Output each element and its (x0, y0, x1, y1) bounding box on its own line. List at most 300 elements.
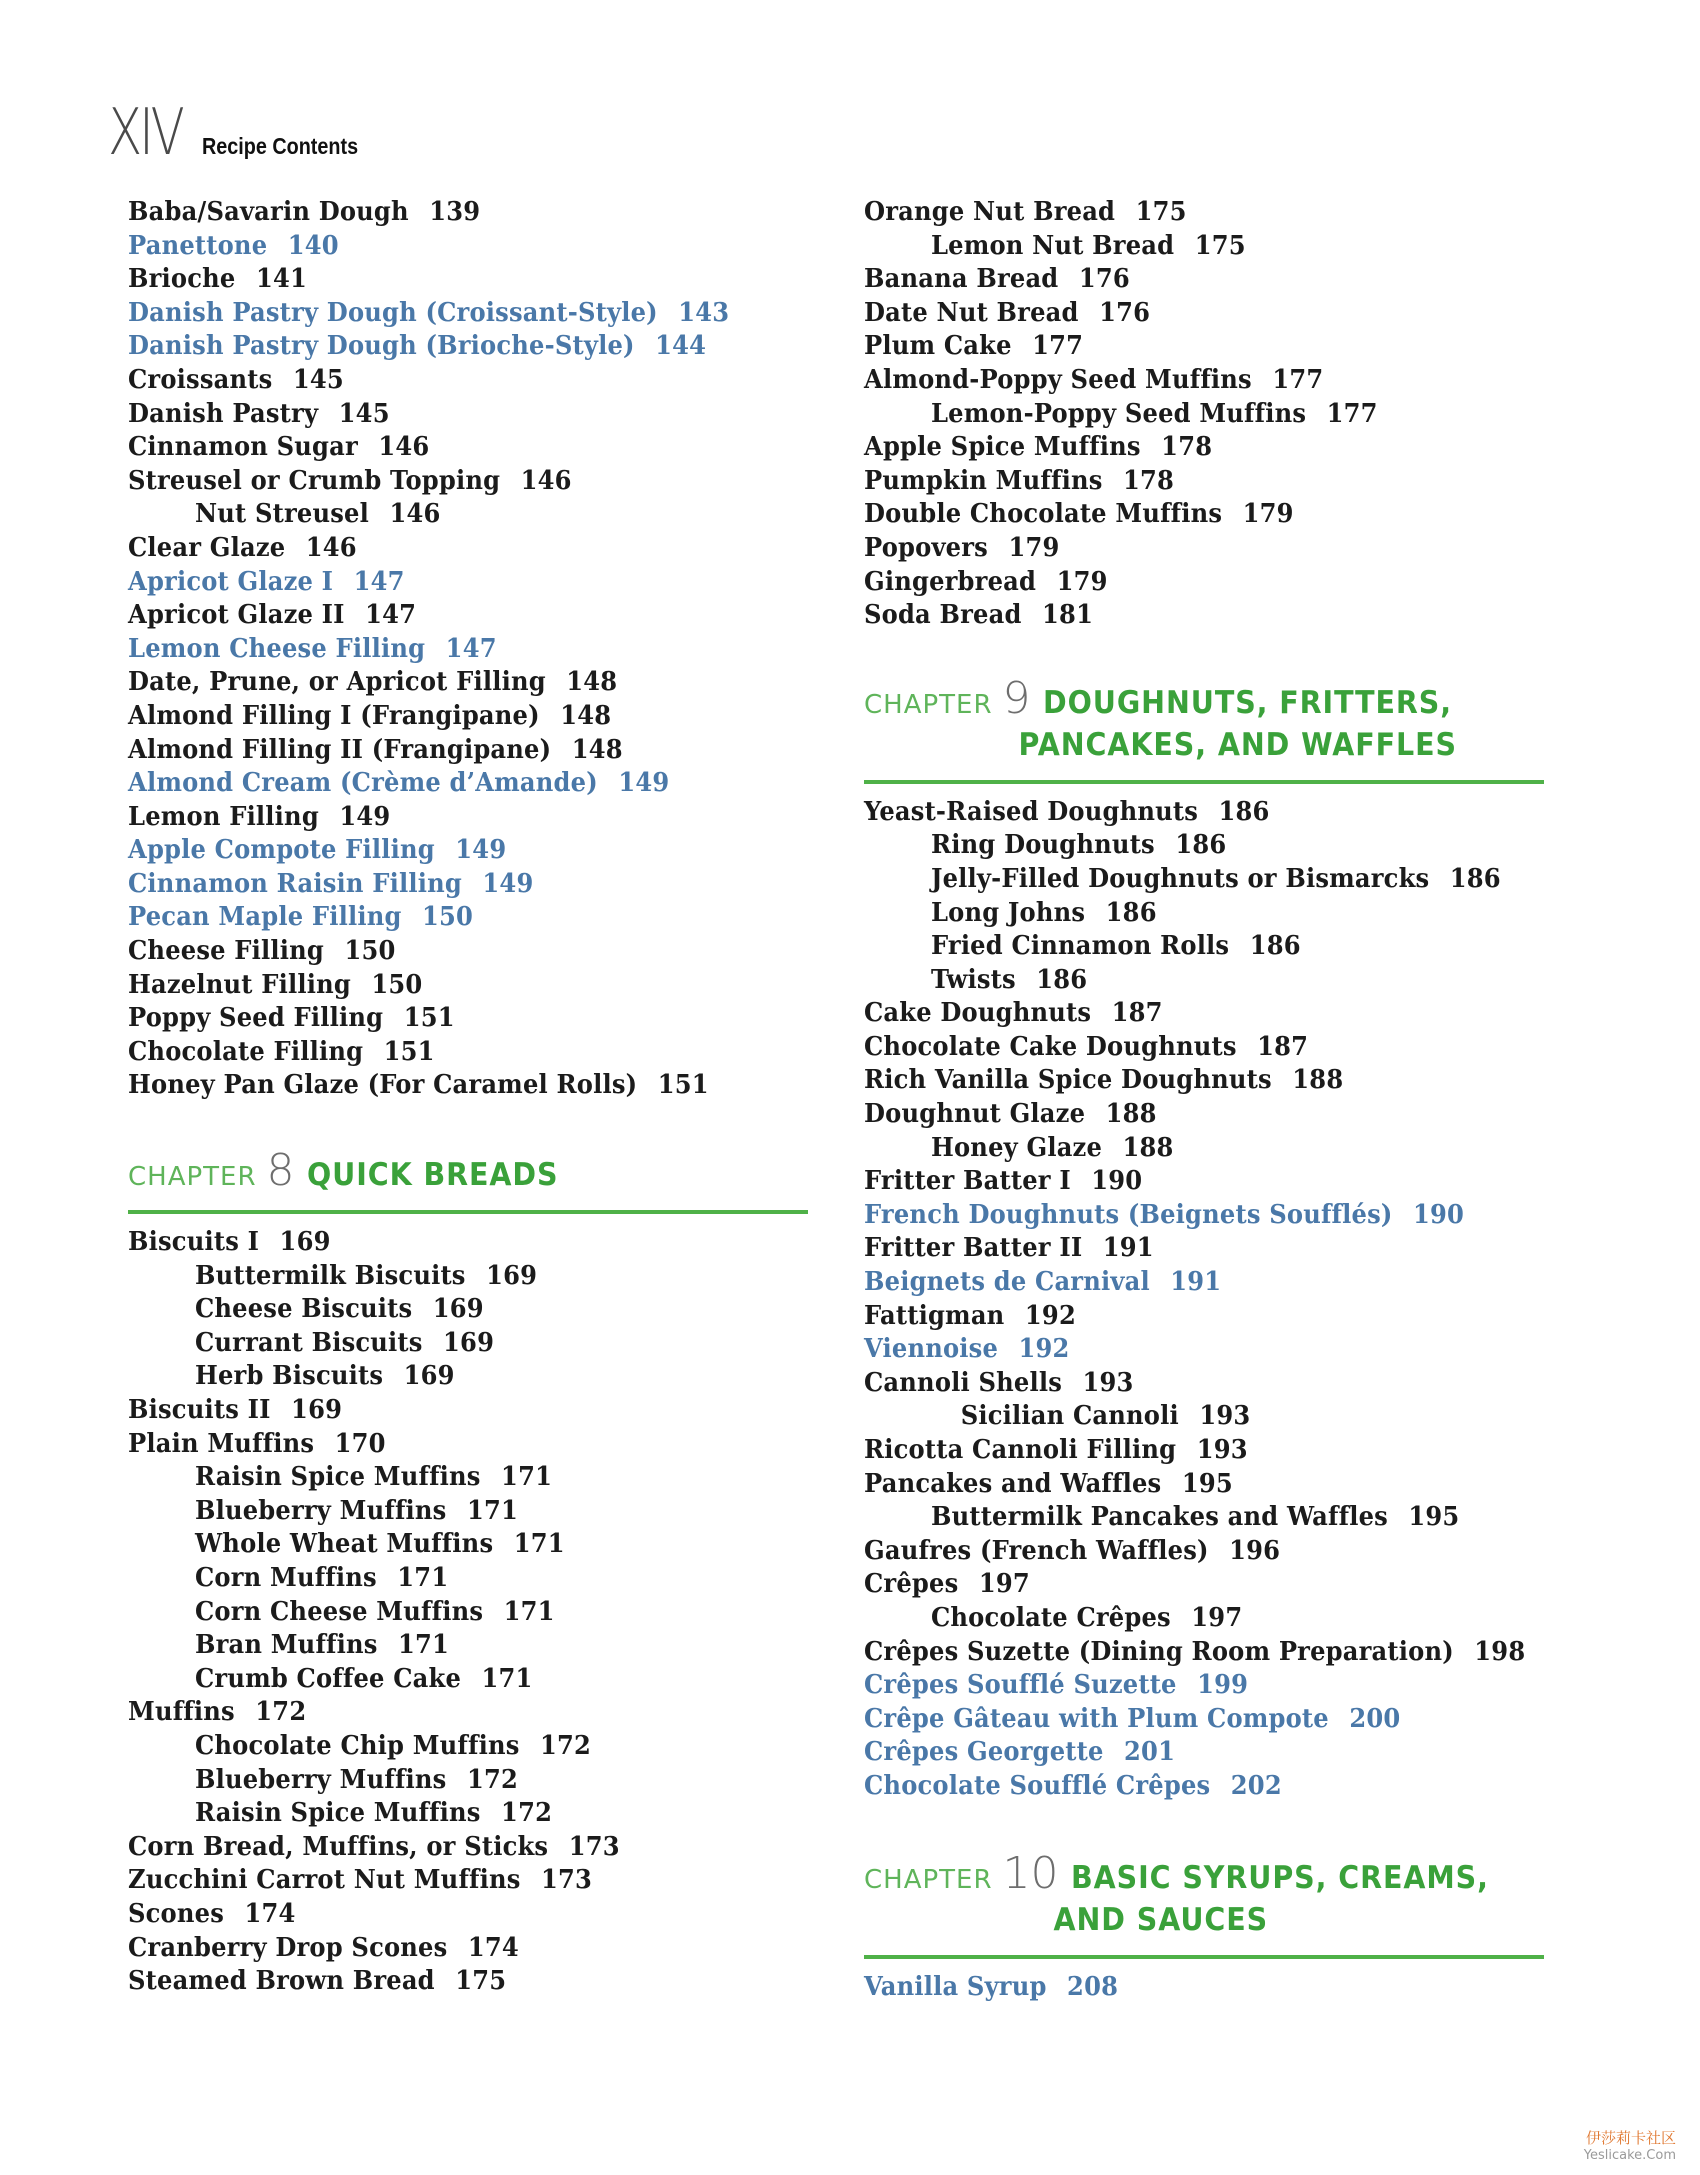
entry-page: 171 (466, 1495, 518, 1526)
entry-title: Lemon-Poppy Seed Muffins (930, 398, 1307, 429)
toc-entry (128, 1797, 760, 1831)
toc-entry (864, 1535, 1496, 1569)
entry-title: Raisin Spice Muffins (194, 1462, 481, 1493)
entry-title: Fritter Batter II (864, 1233, 1083, 1264)
toc-entry (864, 398, 1496, 432)
entry-page: 202 (1230, 1770, 1282, 1801)
toc-entry (128, 734, 760, 768)
entry-page: 174 (467, 1932, 519, 1963)
entry-page: 192 (1018, 1334, 1070, 1365)
entry-title: Almond Cream (Crème d’Amande) (128, 768, 598, 799)
toc-entry (864, 964, 1496, 998)
entry-page: 186 (1249, 931, 1301, 962)
entry-title: Fattigman (864, 1300, 1005, 1331)
entry-page: 173 (568, 1831, 620, 1862)
chapter-number: 9 (1002, 672, 1031, 724)
entry-title: Chocolate Chip Muffins (194, 1730, 520, 1761)
chapter-number: 10 (1002, 1847, 1059, 1899)
entry-title: Streusel or Crumb Topping (128, 465, 501, 496)
entry-title: Cinnamon Sugar (128, 432, 358, 463)
chapter-label: CHAPTER (864, 1864, 993, 1895)
toc-entry (128, 1932, 760, 1966)
entry-page: 198 (1474, 1636, 1526, 1667)
page-number: XIV (108, 96, 182, 170)
entry-title: Gingerbread (864, 566, 1037, 597)
chapter-label: CHAPTER (864, 689, 993, 720)
toc-entry (128, 969, 760, 1003)
entry-page: 147 (365, 600, 417, 631)
entry-page: 187 (1111, 998, 1163, 1029)
entry-page: 200 (1349, 1703, 1401, 1734)
left-column (128, 196, 808, 1999)
entry-page: 176 (1078, 264, 1130, 295)
toc-entry (864, 796, 1496, 830)
entry-title: Honey Glaze (930, 1132, 1103, 1163)
entry-title: Blueberry Muffins (194, 1495, 447, 1526)
toc-entry (128, 1461, 760, 1495)
toc-entry (128, 498, 760, 532)
toc-entry (864, 1736, 1496, 1770)
toc-entry (128, 1696, 760, 1730)
watermark-line-1: 伊莎莉卡社区 (1585, 2129, 1676, 2147)
entry-title: Danish Pastry Dough (Croissant-Style) (128, 297, 658, 328)
entry-title: Steamed Brown Bread (128, 1966, 435, 1997)
entry-title: Bran Muffins (194, 1630, 378, 1661)
entry-page: 172 (255, 1697, 307, 1728)
toc-entry (128, 196, 760, 230)
entry-title: Almond Filling II (Frangipane) (128, 734, 552, 765)
entry-page: 150 (344, 936, 396, 967)
entry-page: 195 (1408, 1502, 1460, 1533)
toc-entry (128, 364, 760, 398)
entry-page: 191 (1170, 1267, 1222, 1298)
entry-title: Crumb Coffee Cake (194, 1663, 462, 1694)
toc-entry (864, 431, 1496, 465)
entry-title: Baba/Savarin Dough (128, 197, 409, 227)
toc-entry (128, 431, 760, 465)
entry-page: 192 (1024, 1300, 1076, 1331)
entry-page: 188 (1122, 1132, 1174, 1163)
entry-page: 139 (429, 197, 481, 227)
toc-entry (128, 868, 760, 902)
toc-entry (864, 297, 1496, 331)
entry-page: 147 (445, 633, 497, 664)
entry-title: Fried Cinnamon Rolls (930, 931, 1230, 962)
entry-title: Corn Cheese Muffins (194, 1596, 484, 1627)
chapter-title-line-1: BASIC SYRUPS, CREAMS, (1070, 1859, 1489, 1896)
entry-page: 197 (1191, 1602, 1243, 1633)
chapter-number: 8 (266, 1145, 295, 1197)
entry-page: 191 (1102, 1233, 1154, 1264)
entry-title: Buttermilk Biscuits (194, 1260, 466, 1291)
entry-page: 169 (486, 1260, 538, 1291)
entry-title: Poppy Seed Filling (128, 1003, 384, 1034)
entry-title: Cannoli Shells (864, 1367, 1063, 1398)
entry-page: 177 (1272, 364, 1324, 395)
entry-title: Soda Bread (864, 600, 1022, 631)
toc-entry (128, 1730, 760, 1764)
watermark (1584, 2127, 1676, 2163)
entry-title: Gaufres (French Waffles) (864, 1535, 1209, 1566)
toc-entry (864, 1468, 1496, 1502)
toc-entry (128, 1428, 760, 1462)
entry-page: 186 (1218, 796, 1270, 827)
toc-entry (128, 1495, 760, 1529)
entry-title: Vanilla Syrup (864, 1971, 1047, 2002)
chapter-8-heading (128, 1145, 808, 1214)
entry-title: Cheese Biscuits (194, 1294, 413, 1325)
toc-entry (128, 1036, 760, 1070)
chapter-9-heading (864, 673, 1544, 784)
entry-page: 186 (1449, 863, 1501, 894)
toc-entry (128, 1898, 760, 1932)
entry-title: Blueberry Muffins (194, 1764, 447, 1795)
entry-page: 171 (501, 1462, 553, 1493)
right-column (864, 196, 1544, 2004)
toc-entry (128, 834, 760, 868)
entry-page: 188 (1105, 1099, 1157, 1130)
entry-title: Apple Compote Filling (128, 835, 435, 866)
entry-page: 151 (383, 1036, 435, 1067)
toc-entry (864, 364, 1496, 398)
entry-title: Cinnamon Raisin Filling (128, 868, 462, 899)
entry-title: Apricot Glaze I (128, 566, 334, 597)
chapter-10-entries (864, 1971, 1544, 2005)
entry-title: Sicilian Cannoli (960, 1401, 1179, 1432)
entry-title: Doughnut Glaze (864, 1099, 1086, 1130)
entry-page: 175 (1135, 197, 1187, 227)
toc-entry (128, 1764, 760, 1798)
entry-title: Banana Bread (864, 264, 1059, 295)
toc-entry (128, 297, 760, 331)
entry-title: Plain Muffins (128, 1428, 315, 1459)
toc-entry (864, 599, 1496, 633)
entry-page: 145 (338, 398, 390, 429)
toc-entry (864, 1132, 1496, 1166)
entry-page: 208 (1067, 1971, 1119, 2002)
toc-entry (864, 498, 1496, 532)
toc-entry (128, 633, 760, 667)
entry-page: 173 (541, 1865, 593, 1896)
entry-page: 145 (292, 364, 344, 395)
entry-page: 149 (618, 768, 670, 799)
entry-title: Lemon Nut Bread (930, 230, 1175, 261)
entry-title: Long Johns (930, 897, 1086, 928)
toc-entry (128, 1069, 760, 1103)
entry-title: Chocolate Cake Doughnuts (864, 1031, 1237, 1062)
entry-page: 177 (1326, 398, 1378, 429)
entry-page: 181 (1042, 600, 1094, 631)
toc-entry (864, 230, 1496, 264)
toc-entry (128, 1002, 760, 1036)
entry-page: 174 (244, 1898, 296, 1929)
toc-entry (864, 1636, 1526, 1670)
entry-page: 149 (482, 868, 534, 899)
running-title: Recipe Contents (202, 133, 359, 159)
entry-title: Cranberry Drop Scones (128, 1932, 448, 1963)
entry-title: Lemon Filling (128, 801, 319, 832)
toc-entry (128, 398, 760, 432)
toc-entry (128, 935, 760, 969)
entry-title: Corn Muffins (194, 1562, 377, 1593)
toc-entry (864, 1199, 1496, 1233)
entry-title: Date, Prune, or Apricot Filling (128, 667, 546, 698)
toc-entry (128, 1394, 760, 1428)
entry-title: Scones (128, 1898, 225, 1929)
toc-entry (128, 1629, 760, 1663)
entry-title: Danish Pastry (128, 398, 319, 429)
toc-entry (128, 1528, 760, 1562)
entry-title: Pecan Maple Filling (128, 902, 402, 933)
entry-title: Cake Doughnuts (864, 998, 1092, 1029)
entry-page: 193 (1082, 1367, 1134, 1398)
entry-title: Chocolate Crêpes (930, 1602, 1171, 1633)
toc-entry (864, 1232, 1496, 1266)
chapter-9-entries (864, 796, 1544, 1804)
entry-title: Apple Spice Muffins (864, 432, 1141, 463)
toc-entry (128, 1360, 760, 1394)
entry-title: Jelly-Filled Doughnuts or Bismarcks (930, 863, 1430, 894)
entry-title: Clear Glaze (128, 532, 286, 563)
entry-title: Ring Doughnuts (930, 830, 1155, 861)
toc-entry (864, 330, 1496, 364)
chapter-8-entries (128, 1226, 808, 1999)
entry-title: Crêpe Gâteau with Plum Compote (864, 1703, 1329, 1734)
toc-entry (864, 1434, 1496, 1468)
toc-entry (128, 566, 760, 600)
entry-title: Fritter Batter I (864, 1166, 1071, 1197)
entry-page: 140 (287, 230, 339, 261)
entry-title: Currant Biscuits (194, 1327, 423, 1358)
entry-title: Orange Nut Bread (864, 197, 1116, 227)
entry-title: Brioche (128, 264, 236, 295)
entry-page: 176 (1099, 297, 1151, 328)
toc-entry (864, 566, 1496, 600)
toc-entry (864, 897, 1496, 931)
entry-page: 148 (560, 700, 612, 731)
entry-page: 201 (1124, 1737, 1176, 1768)
entry-page: 171 (503, 1596, 555, 1627)
entry-title: Rich Vanilla Spice Doughnuts (864, 1065, 1272, 1096)
entry-page: 175 (1194, 230, 1246, 261)
toc-entry (864, 1031, 1496, 1065)
entry-page: 186 (1175, 830, 1227, 861)
entry-page: 150 (422, 902, 474, 933)
entry-page: 172 (466, 1764, 518, 1795)
toc-entry (128, 901, 760, 935)
entry-page: 171 (481, 1663, 533, 1694)
toc-entry (128, 1663, 760, 1697)
toc-entry (864, 1165, 1496, 1199)
toc-entry (128, 1293, 760, 1327)
entry-page: 188 (1292, 1065, 1344, 1096)
toc-entry (864, 1367, 1496, 1401)
toc-entry (864, 1568, 1496, 1602)
entry-page: 171 (513, 1529, 565, 1560)
entry-page: 148 (566, 667, 618, 698)
toc-entry (128, 532, 760, 566)
entry-title: Croissants (128, 364, 273, 395)
toc-entry (864, 1400, 1496, 1434)
entry-title: Crêpes Georgette (864, 1737, 1104, 1768)
entry-title: Beignets de Carnival (864, 1267, 1150, 1298)
entry-title: Muffins (128, 1697, 235, 1728)
toc-entry (128, 666, 760, 700)
entry-page: 179 (1242, 499, 1294, 530)
chapter-title-line-1: DOUGHNUTS, FRITTERS, (1042, 684, 1452, 721)
entry-title: Double Chocolate Muffins (864, 499, 1223, 530)
entry-title: Viennoise (864, 1334, 999, 1365)
toc-entry (864, 829, 1496, 863)
entry-page: 172 (501, 1798, 553, 1829)
entry-page: 144 (655, 331, 707, 362)
entry-page: 149 (339, 801, 391, 832)
toc-entry (128, 465, 760, 499)
entry-page: 186 (1036, 964, 1088, 995)
toc-entry (864, 196, 1496, 230)
toc-entry (864, 1669, 1496, 1703)
entry-title: Popovers (864, 532, 988, 563)
left-entries (128, 196, 808, 1103)
entry-title: Pumpkin Muffins (864, 465, 1103, 496)
entry-title: Raisin Spice Muffins (194, 1798, 481, 1829)
watermark-line-2: Yeslicake.Com (1583, 2148, 1676, 2163)
entry-page: 177 (1032, 331, 1084, 362)
toc-entry (128, 1831, 760, 1865)
toc-entry (128, 767, 760, 801)
toc-entry (864, 1064, 1496, 1098)
entry-page: 178 (1122, 465, 1175, 496)
toc-entry (864, 1501, 1496, 1535)
toc-entry (128, 700, 760, 734)
chapter-10-heading (864, 1848, 1544, 1959)
entry-page: 186 (1105, 897, 1157, 928)
chapter-title-line-2: PANCAKES, AND WAFFLES (1018, 726, 1457, 763)
entry-title: Nut Streusel (194, 499, 369, 530)
entry-page: 169 (291, 1395, 343, 1425)
entry-page: 175 (455, 1966, 507, 1997)
entry-page: 178 (1161, 432, 1213, 463)
entry-page: 197 (978, 1569, 1030, 1600)
toc-entry (128, 1226, 760, 1260)
entry-page: 196 (1229, 1535, 1281, 1566)
toc-entry (864, 930, 1496, 964)
entry-title: Pancakes and Waffles (864, 1468, 1162, 1499)
entry-page: 146 (378, 432, 430, 463)
entry-page: 195 (1181, 1468, 1233, 1499)
entry-title: Whole Wheat Muffins (194, 1529, 494, 1560)
entry-title: Chocolate Soufflé Crêpes (864, 1770, 1211, 1801)
entry-page: 150 (371, 969, 423, 1000)
toc-entry (128, 1864, 760, 1898)
entry-page: 187 (1257, 1031, 1309, 1062)
entry-title: Twists (930, 964, 1016, 995)
entry-title: Apricot Glaze II (128, 600, 345, 631)
chapter-title-line-2: AND SAUCES (1053, 1901, 1269, 1938)
toc-entry (864, 1703, 1496, 1737)
toc-entry (864, 1971, 1496, 2005)
entry-title: Honey Pan Glaze (For Caramel Rolls) (128, 1070, 638, 1101)
entry-title: Danish Pastry Dough (Brioche-Style) (128, 331, 635, 362)
toc-entry (128, 1562, 760, 1596)
entry-page: 171 (398, 1630, 450, 1661)
entry-title: Crêpes (864, 1569, 959, 1600)
entry-page: 141 (255, 264, 307, 295)
right-entries (864, 196, 1544, 633)
toc-entry (864, 1770, 1496, 1804)
entry-page: 143 (678, 297, 730, 328)
entry-page: 179 (1056, 566, 1108, 597)
entry-title: Chocolate Filling (128, 1036, 364, 1067)
entry-title: Biscuits I (128, 1227, 260, 1258)
entry-title: Lemon Cheese Filling (128, 633, 426, 664)
entry-page: 169 (403, 1361, 455, 1392)
entry-title: Date Nut Bread (864, 297, 1079, 328)
chapter-title: QUICK BREADS (306, 1157, 559, 1194)
page-header (108, 96, 383, 170)
toc-entry (128, 330, 760, 364)
toc-entry (128, 1965, 760, 1999)
toc-entry (864, 1602, 1496, 1636)
toc-entry (128, 263, 760, 297)
chapter-label: CHAPTER (128, 1162, 257, 1193)
entry-page: 169 (432, 1294, 484, 1325)
entry-title: Crêpes Soufflé Suzette (864, 1670, 1177, 1701)
entry-title: French Doughnuts (Beignets Soufflés) (864, 1199, 1393, 1230)
entry-title: Panettone (128, 230, 268, 261)
toc-entry (864, 997, 1496, 1031)
entry-title: Buttermilk Pancakes and Waffles (930, 1502, 1388, 1533)
entry-page: 171 (397, 1562, 449, 1593)
entry-page: 169 (443, 1327, 495, 1358)
entry-title: Almond-Poppy Seed Muffins (864, 364, 1252, 395)
entry-title: Cheese Filling (128, 936, 325, 967)
entry-title: Biscuits II (128, 1395, 271, 1425)
entry-page: 179 (1008, 532, 1060, 563)
toc-entry (128, 1327, 760, 1361)
toc-entry (128, 801, 760, 835)
entry-title: Corn Bread, Muffins, or Sticks (128, 1831, 549, 1862)
entry-page: 146 (520, 465, 572, 496)
entry-page: 148 (571, 734, 623, 765)
entry-title: Zucchini Carrot Nut Muffins (128, 1865, 521, 1896)
toc-entry (128, 1260, 760, 1294)
toc-entry (864, 532, 1496, 566)
entry-title: Plum Cake (864, 331, 1012, 362)
entry-page: 172 (540, 1730, 592, 1761)
entry-title: Ricotta Cannoli Filling (864, 1435, 1177, 1465)
entry-page: 190 (1412, 1199, 1465, 1230)
entry-page: 193 (1196, 1435, 1248, 1465)
entry-page: 193 (1199, 1401, 1251, 1432)
toc-entry (128, 1596, 760, 1630)
entry-title: Crêpes Suzette (Dining Room Preparation) (864, 1636, 1454, 1667)
entry-title: Yeast-Raised Doughnuts (864, 796, 1199, 827)
entry-page: 151 (657, 1070, 709, 1101)
toc-entry (128, 230, 760, 264)
entry-page: 169 (279, 1227, 331, 1258)
toc-entry (128, 599, 760, 633)
entry-title: Hazelnut Filling (128, 969, 351, 1000)
entry-title: Herb Biscuits (194, 1361, 384, 1392)
toc-entry (864, 465, 1496, 499)
entry-page: 149 (455, 835, 507, 866)
entry-page: 151 (403, 1003, 455, 1034)
entry-page: 170 (334, 1428, 386, 1459)
entry-page: 190 (1091, 1166, 1143, 1197)
entry-page: 199 (1197, 1670, 1249, 1701)
toc-entry (864, 263, 1496, 297)
